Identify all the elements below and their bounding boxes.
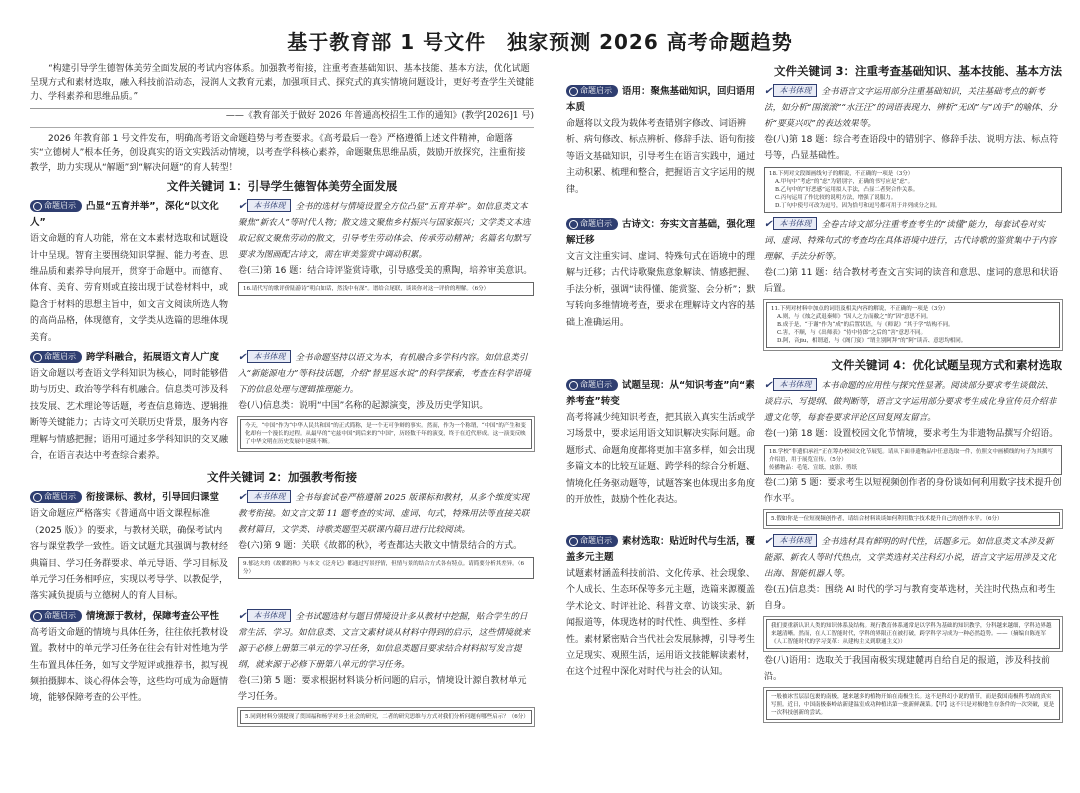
question-line: 18.学校“非遗伯承社”正在筹办校园文化节展览。请从下面非遗物品中任意选取一件，仿照文中画横线的句子为其撰写介绍语，用于展览宣传。（5分） [769,449,1053,463]
intro-paragraph: 2026 年教育部 1 号文件发布，明确高考语文命题趋势与考查要求。《高考最后一卷》严格遵循上述文件精神，命题落实“立德树人”根本任务，创设真实的语文实践活动情境，以考查学科核心素养，命题聚焦思维品质，鼓励开放探究，注重衔接教学，助力实现从“解题”到“解决问题”的育人转型！ [30,127,534,176]
section-row [566,534,1062,724]
check-icon: ✔ [238,610,247,622]
embody-text [238,490,534,538]
embody-text [764,534,1062,582]
question-line: C.害，不顺，与《出师表》“侍中侍郎”之后的“害”意思不同。 [777,330,927,336]
exam-note: 卷(一)第 18 题：设置校园文化节情境，要求考生为非遗物品撰写介绍语。 [764,429,1059,439]
question-line: 我们要重新认识人类的知识体系及结构。现行教育体系通常是以学科为基础的知识教学，分科越来越细，学科边界越来越清晰。然而，在人工智能时代，学科的界限正在被打破，跨学科学习成为一种必然趋势。——（摘编自陈连军《人工智能时代的学习变革：从建构主义到联通主义》） [771,623,1052,645]
tip-badge: 命题启示 [566,218,618,230]
question-line: B.乙句中的“好恶感”运用拟人手法，凸显二者契合作关系。 [775,187,919,193]
tip-badge: 命题启示 [30,491,82,503]
tip-heading [30,609,230,625]
tip-title: 凸显“五育并举”，深化“以文化人” [30,201,219,229]
tip-body: 语文命题以考查语文学科知识为核心，同时能够借助与历史、政治等学科有机融合。信息类可涉及科技发展、艺术理论等话题，考查信息筛选、逻辑推断等关键能力；古诗文可关联历史背景，服务内容理解与情感把握；语用可通过多学科知识的交叉融合，在语言表达中考查综合素养。 [30,368,229,461]
tip-badge: 命题启示 [30,351,82,363]
embody-block [764,378,1062,530]
tip-title: 古诗文：夯实文言基础，强化理解迁移 [566,219,756,246]
page-title: 基于教育部 1 号文件 独家预测 2026 高考命题趋势 [287,30,793,54]
exam-note: 卷(六)第 9 题：关联《故都的秋》，考查都达夫散文中情景结合的方式。 [238,541,522,552]
embody-body: 全书选材具有鲜明的时代性，话题多元。如信息类文本涉及新能源、新农人等时代热点，文学类选材关注科幻小说，语言文字运用涉及文化出海、智能机器人等。 [764,537,1057,579]
tip-title: 语用：聚焦基础知识，回归语用本质 [566,86,756,113]
tip-title: 试题呈现：从“知识考查”向“素养考查”转变 [566,380,755,407]
left-column [30,62,534,732]
keyword-heading: 文件关键词 3：注重考查基础知识、基本技能、基本方法 [773,64,1062,78]
exam-note: 卷(五)信息类：围绕 AI 时代的学习与教育变革选材，关注时代热点和考生自身。 [764,585,1056,611]
section-row [30,199,534,346]
section-row [30,490,534,604]
question-line: 11.下列对材料中加点的词语及相关内容的解说，不正确的一项是（3分） [771,306,949,312]
exam-note: 卷(八)第 18 题：综合考查语段中的错别字、修辞手法、说明方法、标点符号等，凸显基础性。 [764,135,1059,161]
question-line: 9.郁达夫的《故都的秋》与本文《泛舟记》都通过写景抒情，但情与景的结合方式各有特点。请简要分析其差异。（6分） [243,561,525,576]
question-box-2 [766,512,1060,526]
embody-badge: 本书体现 [247,609,291,622]
question-line: D.丁句中使号可改为逗号，因为恰号和逗号都可用于并列成分之间。 [775,203,941,209]
exam-note: 卷(三)第 5 题：要求根据材料谈分析问题的启示，情境设计源自教材单元学习任务。 [238,675,527,702]
tip-body: 试题素材涵盖科技前沿、文化传承、社会现象、个人成长、生态环保等多元主题，选篇来源覆盖学术论文、时评社论、科普文章、访谈实录、新闻报道等，体现选材的时代性、典型性、多样性。素材紧密贴合当代社会发展脉搏，引导考生立足现实、观照生活，运用语文技能解读素材，在这个过程中深化对时代与社会的认知。 [566,569,756,678]
tip-body: 文言文注重实词、虚词、特殊句式在语境中的理解与迁移；古代诗歌聚焦意象解读、情感把握、手法分析，强调“读得懂、能赏鉴、会分析”；默写转向多维情境考查，要求在理解诗文内容的基础上准确运用。 [566,252,756,328]
intro-quote: “构建引导学生德智体美劳全面发展的考试内容体系。加强教考衔接，注重考查基础知识、基本技能、基本方法，优化试题呈现方式和素材选取，融入科技前沿动态，浸润人文教育元素，加强项目式、探究式的真实情境问题设计，更好考查学生关键能力、学科素养和思维品质。” [30,62,534,109]
tip-body: 高考语文命题的情境与具体任务，往往依托教材设置。教材中的单元学习任务在往会有针对性地为学生布置具体任务，如写文学短评或推荐书，拟写视频拍摄脚本、谈心得体会等，这些均可成为命题情境，能够保障考查的公平性。 [30,627,229,704]
embody-badge: 本书体现 [773,84,817,97]
check-icon: ✔ [764,380,773,391]
embody-body: 全卷古诗文部分注重考查考生的“读懂”能力，每套试卷对实词、虚词、特殊句式的考查均在具体语境中进行，古代诗歌的鉴赏集中于内容理解、手法分析等。 [764,220,1057,262]
keyword-heading: 文件关键词 4：优化试题呈现方式和素材选取 [831,358,1062,372]
tip-block [566,534,756,724]
tip-block [566,84,756,213]
section-row [30,609,534,728]
embody-block [238,490,534,604]
embody-body: 全书每套试卷严格遵循 2025 版课标和教材，从多个维度实现教考衔接。如文言文第 11 题考查的实词、虚词、句式，特殊用法等直接关联教材篇目，文学类、诗歌类题型关联课内篇目进行比较阅读。 [238,493,530,536]
check-icon: ✔ [764,219,773,230]
embody-body: 全书语言文字运用部分注重基础知识，关注基础考点的新考法，如分析“围滚滚”“水汪汪”的词语表现力、辨析“无凶”与“凶手”的喻体、分析“要莫兴叹”的表达效果等。 [764,87,1057,129]
tip-heading [30,199,230,231]
question-line: A.甲句中“考虑”的“虑”为错别字，正确的书写应是“虑”。 [775,179,914,185]
embody-badge: 本书体现 [247,490,291,503]
check-icon: ✔ [238,201,247,213]
tip-block [30,199,230,346]
embody-badge: 本书体现 [773,534,817,547]
exam-note: 卷(二)第 11 题：结合教材考查文言实词的读音和意思、虚词的意思和状语后置。 [764,268,1059,294]
question-line: D.阿，音jiu，相谓道，与《阁门宴》“谓主别阿拜”的“阿”读音、意思均相同。 [777,338,967,344]
question-line: 今天，“中国”作为“中华人民共和国”的正式简称，是一个无可争辩的事实。然而，作为一个称谓，“中国”的产生和变化却有一个漫长的过程。从最早的“宅兹中国”到后来的“中国”，历经数千年的演变，终于在近代形成。这一演变反映了中华文明在历史发展中延续不断。 [245,422,526,445]
embody-body: 全书试题选材与题目情境设计多从教材中挖掘，贴合学生的日常生活、学习。如信息类、文言文素材谈从材料中得到的启示，这些情境就来源于必修上册第三单元的学习任务，如信息类题目要求结合材料拟写发言提纲，就来源于必修下册第八单元的学习任务。 [238,611,531,670]
tip-badge: 命题启示 [566,85,618,97]
embody-body: 全书命题坚持以语文为本，有机融合多学科内容。如信息类引入“新能源电力”等科技话题，介绍“替星返水说”的科学探索，考查在科学语境下的信息处理与逻辑推理能力。 [238,352,531,395]
tip-heading [566,84,756,116]
embody-text [764,378,1062,426]
tip-block [30,609,230,728]
tip-title: 跨学科融合，拓展语文育人广度 [86,351,220,363]
tip-block [30,350,230,464]
embody-body: 全书的选材与情境设置全方位凸显“五育并举”。如信息类文本聚焦“新农人”等时代人物；散文选文聚焦乡村振兴与国家振兴；文学类文本选取记叙文聚焦劳动的散文，引导考生劳动体会、传承劳动精神；名篇名句默写要求为图画配古诗文，需在审美鉴赏中调动积累。 [238,202,531,261]
question-box [238,557,534,579]
tip-heading [566,534,756,566]
embody-block [238,350,534,464]
exam-note-2: 卷(二)第 5 题：要求考生以短视频创作者的身份谈如何利用数字技术提升创作水平。 [764,478,1062,504]
right-column [566,60,1062,728]
question-line: C.丙句运用了作比较的说明方法，增强了说服力。 [775,195,897,201]
tip-badge: 命题启示 [566,535,618,547]
tip-body: 高考将减少纯知识考查，把其嵌入真实生活或学习场景中，要求运用语文知识解决实际问题。命题形式、命题角度都将更加丰富多样，如会出现多篇文本的比较互证题、跨学科的综合分析题、情境化任务驱动题等，试题答案也体现出多角度的开放性，鼓励个性化表达。 [566,413,756,506]
question-line: 16.请代写的歌评价陆游诗“明白如话，然浅中有深”。谱给合尾联，谈谈你对这一评价的理解。（6分） [243,286,490,293]
embody-badge: 本书体现 [247,350,291,363]
question-line: 5.假如你是一位短视频创作者，请结合材料谈谈如何利用数字技术提升自己的创作水平。（6分） [771,516,1003,522]
embody-block [764,217,1062,352]
tip-heading [30,350,230,366]
embody-badge: 本书体现 [773,378,817,391]
section-row [566,84,1062,213]
embody-text [238,199,534,263]
check-icon: ✔ [764,86,773,97]
embody-badge: 本书体现 [247,199,291,212]
tip-badge: 命题启示 [30,610,82,622]
question-box [766,302,1060,348]
question-line: B.成于是，“于谢”作为“成”的后置状语，与《师说》“其于学”结构不同。 [777,322,954,328]
tip-heading [30,490,230,506]
question-box [238,282,534,296]
keyword-heading: 文件关键词 1：引导学生德智体美劳全面发展 [166,179,398,194]
tip-title: 素材选取：贴近时代与生活，覆盖多元主题 [566,536,756,563]
intro-source: ——《教育部关于做好 2026 年普通高校招生工作的通知》(教学[2026]1 号) [225,110,534,121]
tip-title: 情境源于教材，保障考查公平性 [86,610,220,622]
question-line: 18.下列对文段图画线句子的解说，不正确的一项是（3分） [769,171,914,177]
tip-body: 语文命题的育人功能，常在文本素材选取和试题设计中呈现。智育主要围绕知识掌握、能力考查、思维品质和素养导向展开，贯穿于命题中。而德育、体育、美育、劳育则或直接出现于试卷材料中，或隐含于材料的思想主旨中，如文言文阅读所选人物的高尚品格，体现德育，文学类从选篇的思维体现美育。 [30,234,229,343]
right-sections [566,62,1062,724]
question-box-2 [766,690,1060,720]
tip-block [566,217,756,352]
check-icon: ✔ [238,351,247,363]
embody-text [238,350,534,398]
left-sections [30,177,534,728]
section-row [566,378,1062,530]
embody-text [238,609,534,673]
tip-title: 衔接课标、教材，引导回归课堂 [86,492,220,504]
tip-block [566,378,756,530]
question-box [764,167,1062,213]
embody-block [764,534,1062,724]
check-icon: ✔ [764,536,773,547]
question-box [764,445,1062,475]
section-row [566,217,1062,352]
exam-note: 卷(八)信息类：说明“中国”名称的起源演变，涉及历史学知识。 [238,400,489,411]
embody-text [764,217,1062,265]
question-line: 传播物品：毛笔、宣纸、皮影、剪纸 [769,465,858,471]
embody-block [238,199,534,346]
question-box [766,619,1060,649]
embody-text [764,84,1062,132]
question-line: A.则，与《烛之武退秦师》“因人之力而敝之”的“因”意思不同。 [777,314,932,320]
question-line: 5.同到材料分别提现了贯国福和杨学对乡土社会的研究，二者的研究思维与方式对我们分析问题有哪些启示？（6分） [245,713,529,720]
exam-note: 卷(三)第 16 题：结合诗评鉴赏诗歌，引导感受美的熏陶，培养审美意识。 [238,266,533,277]
tip-heading [566,378,756,410]
embody-block [764,84,1062,213]
tip-badge: 命题启示 [566,379,618,391]
question-line: 一般被冰雪层层包裹的南极，越来越多的植物开始在南极生长。这不是科幻小说的情节，而是我国南极科考站的真实写照。近日，中国南极秦岭站新建温室成功种植出第一批新鲜蔬菜。【甲】这不只是对极地生存条件的一次突破，更是一次科技创新的尝试。 [771,694,1055,716]
exam-note-2: 卷(八)语用：选取关于我国南极实现建麓再自给自足的报道，涉及科技前沿。 [764,656,1051,682]
tip-body: 命题将以文段为载体考查错别字修改、词语辨析、病句修改、标点辨析、修辞手法、语句衔接等语文基础知识，引导考生在语言实践中，通过主动积累、梳理和整合，把握语言文字运用的规律。 [566,119,756,195]
section-row [30,350,534,464]
tip-heading [566,217,756,249]
embody-badge: 本书体现 [773,217,817,230]
question-box [240,710,532,724]
check-icon: ✔ [238,492,247,504]
tip-badge: 命题启示 [30,200,82,212]
question-box [240,419,532,449]
keyword-heading: 文件关键词 2：加强教考衔接 [206,470,357,485]
tip-body: 语文命题应严格落实《普通高中语文课程标准（2025 版）》的要求，与教材关联，确保考试内容与课堂教学一致性。语文试题尤其强调与教材经典篇目、学习任务群要求、单元导语、学习目标及单元学习任务相呼应，实现以考导学、以教促学，落实减负提质与立德树人的育人目标。 [30,509,229,602]
embody-block [238,609,534,728]
embody-body: 本书命题的应用性与探究性显著。阅读部分要求考生谈做法、谈启示、写提纲、做判断等，语言文字运用部分要求考生成化身宣传员介绍非遗文化等，每套卷要求评论区回复网友留言。 [764,381,1057,423]
tip-block [30,490,230,604]
